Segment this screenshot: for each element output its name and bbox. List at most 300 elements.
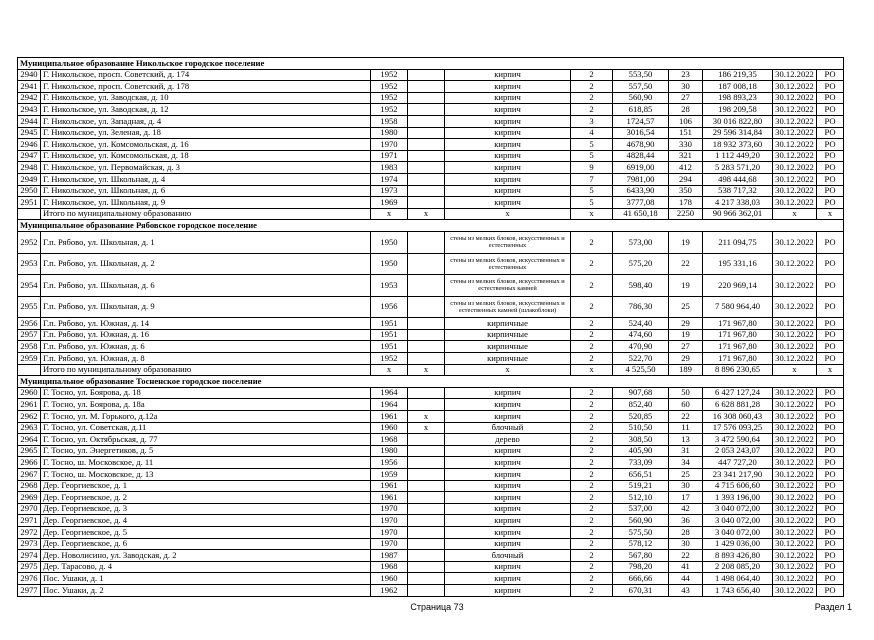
table-cell: 1961 (371, 411, 408, 423)
table-row (18, 296, 844, 318)
table-cell: 852,40 (613, 399, 669, 411)
table-cell: Г. Тосно, ул. Энергетиков, д. 5 (41, 445, 371, 457)
register-table (17, 57, 843, 597)
table-cell: 17 (669, 492, 703, 504)
table-cell: 30.12.2022 (773, 81, 817, 93)
table-cell (408, 469, 445, 481)
table-cell: Дер. Георгиевское, д. 4 (41, 515, 371, 527)
table-cell: РО (817, 584, 844, 596)
table-cell: 2 (571, 387, 613, 399)
table-cell: 2 (571, 469, 613, 481)
table-cell: 2940 (18, 69, 41, 81)
table-cell: Г. Никольское, просп. Советский, д. 174 (41, 69, 371, 81)
table-cell: 1960 (371, 422, 408, 434)
table-row (18, 329, 844, 341)
table-row (18, 480, 844, 492)
table-cell: Г. Никольское, ул. Комсомольская, д. 16 (41, 139, 371, 151)
table-cell: 5 (571, 150, 613, 162)
table-cell (408, 275, 445, 297)
table-cell: Дер. Тарасово, д. 4 (41, 561, 371, 573)
table-cell: 198 209,58 (703, 104, 773, 116)
table-cell: 23 341 217,90 (703, 469, 773, 481)
table-cell: РО (817, 399, 844, 411)
table-cell: 405,90 (613, 445, 669, 457)
table-cell: 1 112 449,20 (703, 150, 773, 162)
table-cell: Г.п. Рябово, ул. Южная, д. 6 (41, 341, 371, 353)
table-cell (408, 445, 445, 457)
table-cell: 2959 (18, 353, 41, 365)
table-cell: дерево (445, 434, 571, 446)
table-cell: 798,20 (613, 561, 669, 573)
table-cell: Г. Никольское, ул. Первомайская, д. 3 (41, 162, 371, 174)
table-cell: x (408, 411, 445, 423)
table-cell: 2962 (18, 411, 41, 423)
table-cell (408, 538, 445, 550)
table-cell: 30.12.2022 (773, 503, 817, 515)
table-cell: 25 (669, 469, 703, 481)
table-cell: РО (817, 550, 844, 562)
total-cell: Итого по муниципальному образованию (41, 208, 371, 220)
table-cell: РО (817, 162, 844, 174)
table-cell: 560,90 (613, 515, 669, 527)
total-cell: x (773, 364, 817, 376)
table-cell: 1970 (371, 503, 408, 515)
table-cell: 2 (571, 550, 613, 562)
table-cell: 2 (571, 480, 613, 492)
table-cell: 2 (571, 353, 613, 365)
table-cell: 557,50 (613, 81, 669, 93)
table-cell: 1961 (371, 480, 408, 492)
table-cell (408, 515, 445, 527)
table-cell: 656,51 (613, 469, 669, 481)
total-cell: x (371, 208, 408, 220)
table-row (18, 115, 844, 127)
table-cell: 575,20 (613, 253, 669, 275)
table-cell: 29 (669, 318, 703, 330)
table-cell: 6 628 881,28 (703, 399, 773, 411)
table-cell: 8 893 426,80 (703, 550, 773, 562)
table-cell: 2 (571, 69, 613, 81)
table-row (18, 387, 844, 399)
table-row (18, 503, 844, 515)
table-cell: 618,85 (613, 104, 669, 116)
table-cell: 2953 (18, 253, 41, 275)
table-cell: 30.12.2022 (773, 231, 817, 253)
table-cell: 1 393 196,00 (703, 492, 773, 504)
table-cell: 1952 (371, 81, 408, 93)
table-cell: кирпичные (445, 318, 571, 330)
table-cell: кирпич (445, 387, 571, 399)
table-cell: 1 743 656,40 (703, 584, 773, 596)
table-cell: 2971 (18, 515, 41, 527)
table-cell: кирпич (445, 115, 571, 127)
table-cell: Г. Тосно, ул. Советская, д.11 (41, 422, 371, 434)
table-cell: РО (817, 526, 844, 538)
table-cell: 1980 (371, 127, 408, 139)
table-cell: 30.12.2022 (773, 341, 817, 353)
total-cell: x (371, 364, 408, 376)
table-cell: 2974 (18, 550, 41, 562)
table-cell: кирпич (445, 173, 571, 185)
table-row (18, 92, 844, 104)
table-cell: 1956 (371, 296, 408, 318)
total-cell: x (773, 208, 817, 220)
table-cell: 2964 (18, 434, 41, 446)
table-cell: 2972 (18, 526, 41, 538)
table-cell: 2 (571, 422, 613, 434)
table-cell: РО (817, 411, 844, 423)
table-cell: кирпич (445, 411, 571, 423)
table-cell: 30.12.2022 (773, 526, 817, 538)
table-cell: 1974 (371, 173, 408, 185)
table-cell: Г. Тосно, ул. Боярова, д. 18а (41, 399, 371, 411)
table-cell: 2965 (18, 445, 41, 457)
table-cell: РО (817, 173, 844, 185)
table-cell: 30.12.2022 (773, 550, 817, 562)
table-cell: 447 727,20 (703, 457, 773, 469)
table-cell: 786,30 (613, 296, 669, 318)
table-cell: 171 967,80 (703, 341, 773, 353)
table-row (18, 573, 844, 585)
table-cell: 171 967,80 (703, 353, 773, 365)
table-cell: 2950 (18, 185, 41, 197)
table-cell: кирпич (445, 104, 571, 116)
table-cell: 30.12.2022 (773, 411, 817, 423)
table-cell: 2944 (18, 115, 41, 127)
table-cell: Г. Тосно, ул. М. Горького, д.12а (41, 411, 371, 423)
total-cell: x (445, 208, 571, 220)
table-cell: 670,31 (613, 584, 669, 596)
table-cell: РО (817, 115, 844, 127)
table-cell: кирпич (445, 573, 571, 585)
table-cell: 2952 (18, 231, 41, 253)
table-cell: 2941 (18, 81, 41, 93)
table-row (18, 150, 844, 162)
table-cell: 30.12.2022 (773, 185, 817, 197)
table-cell: Пос. Ушаки, д. 2 (41, 584, 371, 596)
table-cell: кирпич (445, 150, 571, 162)
table-cell: 1950 (371, 253, 408, 275)
table-cell: 171 967,80 (703, 329, 773, 341)
table-cell: 30.12.2022 (773, 457, 817, 469)
table-cell: 2 208 085,20 (703, 561, 773, 573)
table-cell: 2 (571, 253, 613, 275)
table-cell: 553,50 (613, 69, 669, 81)
table-cell: 5 283 571,20 (703, 162, 773, 174)
table-cell: 29 596 314,84 (703, 127, 773, 139)
table-cell: 36 (669, 515, 703, 527)
table-row (18, 104, 844, 116)
table-cell: Г. Тосно, ш. Московское, д. 13 (41, 469, 371, 481)
table-cell: РО (817, 387, 844, 399)
table-cell: 16 308 060,43 (703, 411, 773, 423)
table-cell: Г.п. Рябово, ул. Школьная, д. 2 (41, 253, 371, 275)
table-cell: 575,50 (613, 526, 669, 538)
table-cell: стены из мелких блоков, искусственных и естественных камней (445, 275, 571, 297)
table-cell: РО (817, 127, 844, 139)
table-row (18, 139, 844, 151)
table-cell: 1724,57 (613, 115, 669, 127)
table-cell: 30.12.2022 (773, 480, 817, 492)
table-cell (408, 197, 445, 209)
table-cell: Г. Никольское, ул. Школьная, д. 4 (41, 173, 371, 185)
section-header-row (18, 376, 844, 388)
table-cell: 30.12.2022 (773, 492, 817, 504)
table-row (18, 127, 844, 139)
table-cell: кирпич (445, 584, 571, 596)
table-cell: 60 (669, 399, 703, 411)
table-cell: 7981,00 (613, 173, 669, 185)
table-row (18, 353, 844, 365)
table-cell: 522,70 (613, 353, 669, 365)
section-header-row (18, 58, 844, 70)
total-cell: x (571, 364, 613, 376)
table-cell: РО (817, 92, 844, 104)
table-cell (408, 353, 445, 365)
table-cell: 44 (669, 573, 703, 585)
total-cell: x (408, 364, 445, 376)
table-cell: 2 (571, 538, 613, 550)
table-cell: 18 932 373,60 (703, 139, 773, 151)
table-cell: 2 (571, 434, 613, 446)
table-cell: 22 (669, 411, 703, 423)
table-row (18, 341, 844, 353)
table-cell: кирпич (445, 127, 571, 139)
table-row (18, 434, 844, 446)
table-cell: РО (817, 150, 844, 162)
table-row (18, 162, 844, 174)
table-cell: кирпич (445, 480, 571, 492)
table-cell: 30.12.2022 (773, 469, 817, 481)
table-cell: кирпич (445, 197, 571, 209)
table-cell: 2 (571, 275, 613, 297)
table-cell: 186 219,35 (703, 69, 773, 81)
table-cell: РО (817, 492, 844, 504)
total-cell: 41 650,18 (613, 208, 669, 220)
table-cell: Г. Тосно, ул. Боярова, д. 18 (41, 387, 371, 399)
table-cell: 42 (669, 503, 703, 515)
table-cell: 1987 (371, 550, 408, 562)
total-cell: x (571, 208, 613, 220)
table-cell: 22 (669, 550, 703, 562)
table-cell: 1951 (371, 329, 408, 341)
table-cell: 30.12.2022 (773, 329, 817, 341)
table-cell: 1959 (371, 469, 408, 481)
table-cell: 1968 (371, 434, 408, 446)
table-cell (408, 492, 445, 504)
table-cell: РО (817, 538, 844, 550)
table-cell: 211 094,75 (703, 231, 773, 253)
table-cell: 4828,44 (613, 150, 669, 162)
table-cell: 1951 (371, 341, 408, 353)
table-cell: 2 (571, 584, 613, 596)
table-cell: x (408, 422, 445, 434)
table-cell: Г. Никольское, ул. Заводская, д. 12 (41, 104, 371, 116)
table-cell: Г. Тосно, ш. Московское, д. 11 (41, 457, 371, 469)
table-cell: 1969 (371, 197, 408, 209)
table-cell: 1961 (371, 492, 408, 504)
table-cell: 2 (571, 318, 613, 330)
table-cell: 1958 (371, 115, 408, 127)
table-cell (408, 584, 445, 596)
table-cell: Дер. Георгиевское, д. 6 (41, 538, 371, 550)
table-cell: 2956 (18, 318, 41, 330)
total-row (18, 208, 844, 220)
table-cell (408, 561, 445, 573)
table-cell: кирпичные (445, 341, 571, 353)
total-row (18, 364, 844, 376)
table-cell: 106 (669, 115, 703, 127)
section-label: Раздел 1 (814, 602, 852, 612)
table-cell: 30.12.2022 (773, 150, 817, 162)
table-row (18, 561, 844, 573)
table-cell: 1956 (371, 457, 408, 469)
table-cell (408, 185, 445, 197)
table-cell: 2 (571, 399, 613, 411)
table-cell: кирпич (445, 469, 571, 481)
table-cell: 2967 (18, 469, 41, 481)
table-cell: 2955 (18, 296, 41, 318)
table-cell (408, 69, 445, 81)
table-cell: 30.12.2022 (773, 515, 817, 527)
table-cell: 2 (571, 515, 613, 527)
table-cell: 537,00 (613, 503, 669, 515)
total-cell: Итого по муниципальному образованию (41, 364, 371, 376)
table-row (18, 469, 844, 481)
table-cell: 2942 (18, 92, 41, 104)
table-cell: РО (817, 185, 844, 197)
table-cell: 567,80 (613, 550, 669, 562)
table-cell: 30.12.2022 (773, 162, 817, 174)
table-cell: Г. Никольское, ул. Заводская, д. 10 (41, 92, 371, 104)
table-cell: 2969 (18, 492, 41, 504)
table-cell: Г. Никольское, ул. Западная, д. 4 (41, 115, 371, 127)
table-cell: 1952 (371, 353, 408, 365)
table-cell (408, 318, 445, 330)
table-cell: 2970 (18, 503, 41, 515)
table-cell: 1 429 036,00 (703, 538, 773, 550)
table-row (18, 231, 844, 253)
table-cell: 6433,90 (613, 185, 669, 197)
table-cell: 30.12.2022 (773, 115, 817, 127)
table-cell: 5 (571, 139, 613, 151)
table-cell: кирпичные (445, 329, 571, 341)
table-row (18, 253, 844, 275)
table-cell: 2943 (18, 104, 41, 116)
table-cell: РО (817, 318, 844, 330)
table-cell: РО (817, 561, 844, 573)
table-cell: кирпич (445, 492, 571, 504)
table-cell: 2947 (18, 150, 41, 162)
table-cell: 2975 (18, 561, 41, 573)
table-cell: 2949 (18, 173, 41, 185)
total-cell: 4 525,50 (613, 364, 669, 376)
table-cell: 171 967,80 (703, 318, 773, 330)
table-cell: 27 (669, 92, 703, 104)
table-cell: 1970 (371, 526, 408, 538)
table-cell: РО (817, 69, 844, 81)
table-cell: 1952 (371, 92, 408, 104)
table-cell: кирпич (445, 162, 571, 174)
table-cell: стены из мелких блоков, искусственных и естественных камней (шлакоблоки) (445, 296, 571, 318)
table-cell: 7 580 964,40 (703, 296, 773, 318)
table-cell: 2948 (18, 162, 41, 174)
table-cell: РО (817, 296, 844, 318)
table-row (18, 173, 844, 185)
total-cell: 8 896 230,65 (703, 364, 773, 376)
table-cell: 2963 (18, 422, 41, 434)
table-cell (408, 150, 445, 162)
table-cell: 321 (669, 150, 703, 162)
table-cell: РО (817, 104, 844, 116)
table-cell: 30 (669, 81, 703, 93)
table-row (18, 422, 844, 434)
table-cell: 25 (669, 296, 703, 318)
table-row (18, 550, 844, 562)
table-cell: 34 (669, 457, 703, 469)
table-cell: кирпич (445, 139, 571, 151)
table-cell: 23 (669, 69, 703, 81)
table-cell: 27 (669, 341, 703, 353)
table-cell: 3 040 072,00 (703, 515, 773, 527)
table-cell: 2958 (18, 341, 41, 353)
table-cell: 598,40 (613, 275, 669, 297)
table-cell: 30.12.2022 (773, 434, 817, 446)
table-cell: 1964 (371, 399, 408, 411)
table-cell: Дер. Георгиевское, д. 2 (41, 492, 371, 504)
table-cell: Пос. Ушаки, д. 1 (41, 573, 371, 585)
table-cell: Г. Никольское, ул. Школьная, д. 9 (41, 197, 371, 209)
table-cell: 330 (669, 139, 703, 151)
table-cell: 6919,00 (613, 162, 669, 174)
table-cell: 308,50 (613, 434, 669, 446)
section-title: Муниципальное образование Тосненское городское поселение (18, 376, 844, 388)
table-cell: кирпич (445, 185, 571, 197)
table-cell: 1973 (371, 185, 408, 197)
table-cell: 1971 (371, 150, 408, 162)
table-cell: 4678,90 (613, 139, 669, 151)
page-number: Страница 73 (410, 602, 464, 612)
table-cell: 1952 (371, 104, 408, 116)
table-cell: 573,00 (613, 231, 669, 253)
table-cell: 1970 (371, 139, 408, 151)
table-row (18, 492, 844, 504)
total-cell: x (817, 364, 844, 376)
table-cell: 2 (571, 561, 613, 573)
table-row (18, 538, 844, 550)
table-row (18, 457, 844, 469)
table-cell: 4 715 606,60 (703, 480, 773, 492)
table-cell (408, 231, 445, 253)
table-cell: 2976 (18, 573, 41, 585)
table-cell: 512,10 (613, 492, 669, 504)
table-cell: 30.12.2022 (773, 296, 817, 318)
table-cell: 1970 (371, 538, 408, 550)
table-cell: 560,90 (613, 92, 669, 104)
table-cell (408, 480, 445, 492)
table-cell: РО (817, 480, 844, 492)
table-cell: 30 (669, 480, 703, 492)
table-cell: 2960 (18, 387, 41, 399)
table-cell: кирпич (445, 515, 571, 527)
table-cell: 30.12.2022 (773, 139, 817, 151)
table-cell: 30.12.2022 (773, 353, 817, 365)
table-cell: 2 053 243,07 (703, 445, 773, 457)
table-cell: 2 (571, 104, 613, 116)
table-cell: 538 717,32 (703, 185, 773, 197)
total-cell (18, 208, 41, 220)
table-cell: кирпич (445, 92, 571, 104)
